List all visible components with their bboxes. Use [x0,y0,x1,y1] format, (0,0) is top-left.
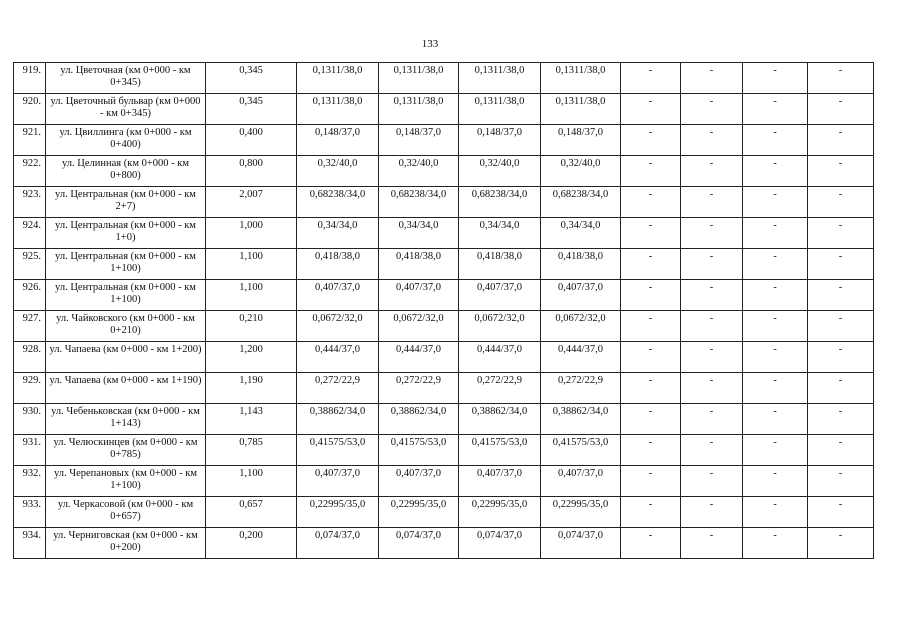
cell-v4: 0,407/37,0 [541,466,621,497]
cell-num: 933. [14,497,46,528]
cell-d1: - [621,187,681,218]
cell-d2: - [681,342,743,373]
cell-v1: 0,074/37,0 [297,528,379,559]
cell-v4: 0,407/37,0 [541,280,621,311]
cell-d2: - [681,497,743,528]
cell-v4: 0,074/37,0 [541,528,621,559]
table-row [14,311,874,342]
cell-length: 1,190 [206,373,297,404]
cell-v1: 0,1311/38,0 [297,63,379,94]
cell-num: 926. [14,280,46,311]
cell-v3: 0,68238/34,0 [459,187,541,218]
cell-num: 922. [14,156,46,187]
cell-d3: - [743,528,808,559]
cell-d4: - [808,342,874,373]
cell-num: 929. [14,373,46,404]
table-row [14,249,874,280]
cell-num: 927. [14,311,46,342]
cell-d4: - [808,528,874,559]
cell-v3: 0,444/37,0 [459,342,541,373]
cell-d1: - [621,342,681,373]
cell-v3: 0,148/37,0 [459,125,541,156]
cell-name: ул. Челюскинцев (км 0+000 - км 0+785) [46,435,206,466]
cell-d2: - [681,311,743,342]
cell-v2: 0,272/22,9 [379,373,459,404]
cell-d1: - [621,63,681,94]
cell-v3: 0,407/37,0 [459,280,541,311]
cell-name: ул. Центральная (км 0+000 - км 1+0) [46,218,206,249]
cell-name: ул. Центральная (км 0+000 - км 1+100) [46,249,206,280]
table-row [14,404,874,435]
table-row [14,94,874,125]
cell-d2: - [681,435,743,466]
cell-d1: - [621,280,681,311]
cell-v1: 0,22995/35,0 [297,497,379,528]
cell-d3: - [743,497,808,528]
table-row [14,187,874,218]
table-body [14,63,874,559]
cell-v2: 0,444/37,0 [379,342,459,373]
table-row [14,497,874,528]
cell-num: 923. [14,187,46,218]
cell-d3: - [743,94,808,125]
cell-length: 0,200 [206,528,297,559]
cell-v2: 0,38862/34,0 [379,404,459,435]
cell-v1: 0,272/22,9 [297,373,379,404]
cell-v4: 0,38862/34,0 [541,404,621,435]
cell-length: 1,143 [206,404,297,435]
cell-v1: 0,418/38,0 [297,249,379,280]
cell-v2: 0,32/40,0 [379,156,459,187]
cell-length: 1,100 [206,249,297,280]
cell-v4: 0,148/37,0 [541,125,621,156]
cell-v3: 0,32/40,0 [459,156,541,187]
cell-d3: - [743,280,808,311]
cell-d2: - [681,249,743,280]
cell-name: ул. Цветочный бульвар (км 0+000 - км 0+345) [46,94,206,125]
cell-name: ул. Черепановых (км 0+000 - км 1+100) [46,466,206,497]
cell-length: 1,000 [206,218,297,249]
cell-v1: 0,38862/34,0 [297,404,379,435]
cell-d4: - [808,249,874,280]
cell-num: 924. [14,218,46,249]
cell-v1: 0,444/37,0 [297,342,379,373]
cell-d3: - [743,125,808,156]
cell-d2: - [681,528,743,559]
cell-v3: 0,074/37,0 [459,528,541,559]
cell-d4: - [808,404,874,435]
cell-d3: - [743,342,808,373]
table-row [14,63,874,94]
cell-v4: 0,32/40,0 [541,156,621,187]
cell-d2: - [681,125,743,156]
cell-d2: - [681,280,743,311]
cell-v1: 0,32/40,0 [297,156,379,187]
cell-v2: 0,074/37,0 [379,528,459,559]
cell-v4: 0,34/34,0 [541,218,621,249]
cell-num: 925. [14,249,46,280]
cell-d1: - [621,156,681,187]
cell-v4: 0,444/37,0 [541,342,621,373]
cell-v4: 0,68238/34,0 [541,187,621,218]
table-row [14,218,874,249]
cell-length: 0,800 [206,156,297,187]
cell-v2: 0,0672/32,0 [379,311,459,342]
cell-v4: 0,272/22,9 [541,373,621,404]
cell-name: ул. Черниговская (км 0+000 - км 0+200) [46,528,206,559]
cell-d4: - [808,94,874,125]
cell-d4: - [808,63,874,94]
page-number: 133 [421,38,439,50]
cell-v1: 0,148/37,0 [297,125,379,156]
cell-name: ул. Цвиллинга (км 0+000 - км 0+400) [46,125,206,156]
cell-length: 2,007 [206,187,297,218]
cell-num: 921. [14,125,46,156]
cell-length: 0,210 [206,311,297,342]
roads-table [13,62,874,559]
cell-num: 928. [14,342,46,373]
cell-v3: 0,38862/34,0 [459,404,541,435]
cell-length: 0,785 [206,435,297,466]
cell-d1: - [621,311,681,342]
cell-d3: - [743,466,808,497]
table-row [14,342,874,373]
cell-d1: - [621,435,681,466]
cell-v3: 0,34/34,0 [459,218,541,249]
cell-d3: - [743,435,808,466]
cell-d2: - [681,63,743,94]
cell-v1: 0,407/37,0 [297,280,379,311]
cell-v4: 0,41575/53,0 [541,435,621,466]
cell-d1: - [621,94,681,125]
cell-d3: - [743,249,808,280]
cell-d2: - [681,404,743,435]
margin-mark [0,510,3,520]
cell-d2: - [681,187,743,218]
cell-v4: 0,1311/38,0 [541,94,621,125]
cell-d1: - [621,218,681,249]
cell-d3: - [743,63,808,94]
cell-v2: 0,22995/35,0 [379,497,459,528]
cell-length: 1,100 [206,466,297,497]
cell-d1: - [621,404,681,435]
cell-num: 919. [14,63,46,94]
cell-num: 931. [14,435,46,466]
cell-v2: 0,1311/38,0 [379,63,459,94]
cell-v1: 0,1311/38,0 [297,94,379,125]
cell-name: ул. Центральная (км 0+000 - км 2+7) [46,187,206,218]
cell-v2: 0,407/37,0 [379,466,459,497]
table-row [14,280,874,311]
cell-v1: 0,407/37,0 [297,466,379,497]
cell-v4: 0,22995/35,0 [541,497,621,528]
cell-v3: 0,272/22,9 [459,373,541,404]
cell-length: 1,200 [206,342,297,373]
cell-name: ул. Целинная (км 0+000 - км 0+800) [46,156,206,187]
table-row [14,466,874,497]
cell-num: 932. [14,466,46,497]
cell-d4: - [808,125,874,156]
cell-v2: 0,68238/34,0 [379,187,459,218]
cell-v3: 0,1311/38,0 [459,63,541,94]
cell-d4: - [808,156,874,187]
cell-d4: - [808,466,874,497]
cell-v1: 0,0672/32,0 [297,311,379,342]
cell-length: 0,345 [206,94,297,125]
cell-d1: - [621,373,681,404]
cell-num: 934. [14,528,46,559]
cell-v2: 0,1311/38,0 [379,94,459,125]
cell-d4: - [808,311,874,342]
cell-v2: 0,41575/53,0 [379,435,459,466]
cell-num: 920. [14,94,46,125]
table-row [14,125,874,156]
cell-v2: 0,148/37,0 [379,125,459,156]
cell-d2: - [681,218,743,249]
cell-d3: - [743,404,808,435]
table-row [14,156,874,187]
cell-v4: 0,0672/32,0 [541,311,621,342]
cell-name: ул. Чебеньковская (км 0+000 - км 1+143) [46,404,206,435]
cell-d3: - [743,218,808,249]
cell-length: 0,657 [206,497,297,528]
cell-v2: 0,418/38,0 [379,249,459,280]
cell-d4: - [808,373,874,404]
cell-d1: - [621,528,681,559]
cell-length: 1,100 [206,280,297,311]
cell-num: 930. [14,404,46,435]
cell-v3: 0,0672/32,0 [459,311,541,342]
cell-v2: 0,407/37,0 [379,280,459,311]
cell-name: ул. Центральная (км 0+000 - км 1+100) [46,280,206,311]
cell-d2: - [681,156,743,187]
cell-d4: - [808,187,874,218]
table-row [14,435,874,466]
cell-d4: - [808,435,874,466]
cell-length: 0,400 [206,125,297,156]
cell-d2: - [681,94,743,125]
cell-d1: - [621,125,681,156]
table-row [14,528,874,559]
cell-v1: 0,41575/53,0 [297,435,379,466]
cell-v1: 0,68238/34,0 [297,187,379,218]
cell-d3: - [743,187,808,218]
cell-name: ул. Цветочная (км 0+000 - км 0+345) [46,63,206,94]
cell-v3: 0,1311/38,0 [459,94,541,125]
cell-v1: 0,34/34,0 [297,218,379,249]
cell-d2: - [681,466,743,497]
cell-name: ул. Черкасовой (км 0+000 - км 0+657) [46,497,206,528]
cell-name: ул. Чайковского (км 0+000 - км 0+210) [46,311,206,342]
cell-v3: 0,22995/35,0 [459,497,541,528]
cell-v3: 0,407/37,0 [459,466,541,497]
cell-d3: - [743,156,808,187]
cell-d1: - [621,497,681,528]
cell-v4: 0,1311/38,0 [541,63,621,94]
cell-d4: - [808,280,874,311]
cell-v3: 0,418/38,0 [459,249,541,280]
cell-d1: - [621,466,681,497]
cell-d1: - [621,249,681,280]
cell-d2: - [681,373,743,404]
cell-v2: 0,34/34,0 [379,218,459,249]
cell-d3: - [743,311,808,342]
cell-d4: - [808,497,874,528]
cell-v4: 0,418/38,0 [541,249,621,280]
cell-length: 0,345 [206,63,297,94]
cell-name: ул. Чапаева (км 0+000 - км 1+190) [46,373,206,404]
table-row [14,373,874,404]
cell-v3: 0,41575/53,0 [459,435,541,466]
cell-d3: - [743,373,808,404]
cell-name: ул. Чапаева (км 0+000 - км 1+200) [46,342,206,373]
cell-d4: - [808,218,874,249]
